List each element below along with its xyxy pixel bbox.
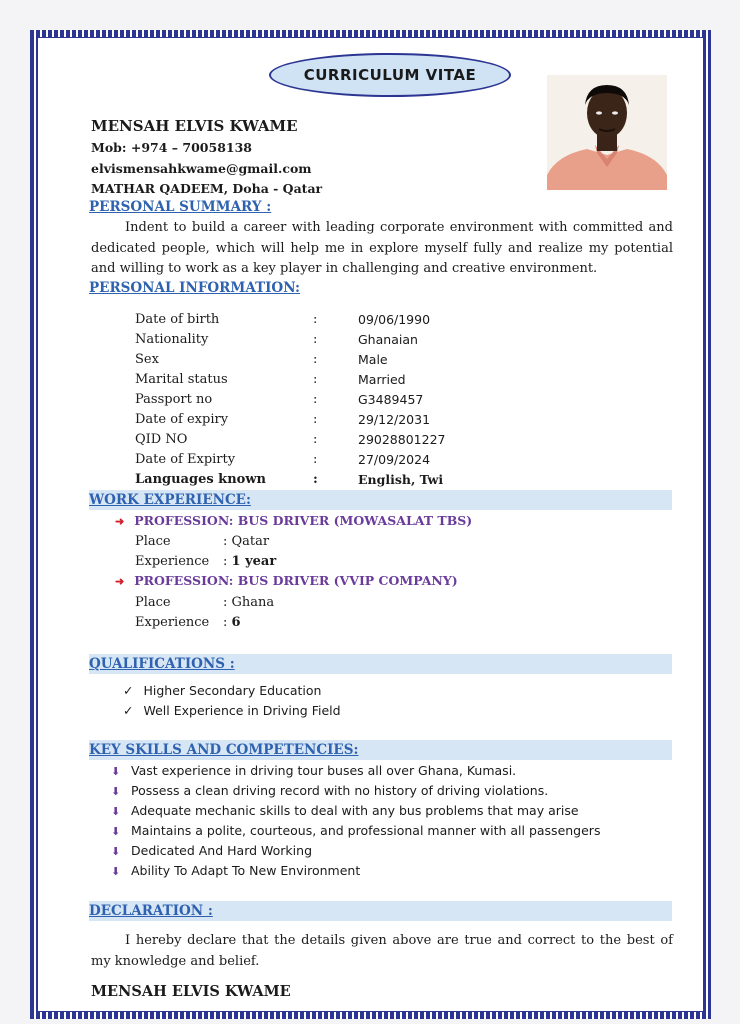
section-key-skills: KEY SKILLS AND COMPETENCIES: <box>89 740 672 760</box>
info-colon: : <box>313 392 318 407</box>
place-value: : Qatar <box>223 534 270 549</box>
place-value: : Ghana <box>223 595 275 610</box>
skill-item <box>111 841 312 861</box>
experience-label: Experience <box>135 554 210 569</box>
person-photo-icon <box>547 75 667 190</box>
profession-title: PROFESSION: BUS DRIVER (MOWASALAT TBS) <box>134 513 473 528</box>
declaration-text: I hereby declare that the details given above are true and correct to the best of my knowledge and belief. <box>91 933 673 969</box>
skill-item <box>111 861 360 881</box>
section-qualifications: QUALIFICATIONS : <box>89 654 672 674</box>
experience-value-wrap <box>223 552 276 572</box>
check-icon: ✓ <box>123 683 134 698</box>
cv-title: CURRICULUM VITAE <box>269 53 511 97</box>
qualification-item <box>123 681 321 701</box>
info-colon: : <box>313 312 318 327</box>
signature-name: MENSAH ELVIS KWAME <box>91 983 291 1000</box>
skill-item <box>111 801 579 821</box>
info-row-marital-status <box>135 370 535 390</box>
info-value: 27/09/2024 <box>358 452 431 467</box>
skill-text: Vast experience in driving tour buses all over Ghana, Kumasi. <box>131 763 517 778</box>
qualification-text: Higher Secondary Education <box>143 683 322 698</box>
section-work-experience: WORK EXPERIENCE: <box>89 490 672 510</box>
mobile-number: Mob: +974 – 70058138 <box>91 140 252 155</box>
info-label: Date of expiry <box>135 412 229 427</box>
experience-prefix: : <box>223 554 232 569</box>
info-row-sex <box>135 350 535 370</box>
place-label: Place <box>135 595 171 610</box>
info-label: QID NO <box>135 432 188 447</box>
skill-text: Maintains a polite, courteous, and professional manner with all passengers <box>131 823 601 838</box>
info-colon: : <box>313 432 318 447</box>
arrow-bullet-icon: ⬇ <box>111 865 121 878</box>
arrow-bullet-icon: ⬇ <box>111 765 121 778</box>
info-value: Ghanaian <box>358 332 418 347</box>
info-value: 09/06/1990 <box>358 312 431 327</box>
info-label: Sex <box>135 352 159 367</box>
info-colon: : <box>313 452 318 467</box>
skill-text: Possess a clean driving record with no history of driving violations. <box>131 783 549 798</box>
arrow-bullet-icon: ⬇ <box>111 785 121 798</box>
info-value: Male <box>358 352 388 367</box>
experience-value-wrap <box>223 613 241 633</box>
arrow-bullet-icon: ⬇ <box>111 845 121 858</box>
info-row-dob <box>135 310 535 330</box>
profession-title: PROFESSION: BUS DRIVER (VVIP COMPANY) <box>134 573 458 588</box>
section-declaration: DECLARATION : <box>89 901 672 921</box>
skill-text: Adequate mechanic skills to deal with any bus problems that may arise <box>131 803 579 818</box>
candidate-name: MENSAH ELVIS KWAME <box>91 117 298 135</box>
info-colon: : <box>313 352 318 367</box>
work-profession-2 <box>115 571 458 591</box>
work-profession-1 <box>115 511 472 531</box>
summary-text: Indent to build a career with leading corporate environment with committed and dedicated people, which will help me in explore myself fully and realize my potential and willing to work as a key player in challenging and creative environment. <box>91 220 673 276</box>
qualification-text: Well Experience in Driving Field <box>143 703 341 718</box>
qualification-item <box>123 701 341 721</box>
info-value: Married <box>358 372 406 387</box>
home-address: MATHAR QADEEM, Doha - Qatar <box>91 181 323 196</box>
info-colon: : <box>313 332 318 347</box>
info-colon: : <box>313 412 318 427</box>
skill-text: Ability To Adapt To New Environment <box>131 863 361 878</box>
skill-item <box>111 821 600 841</box>
info-value: 29028801227 <box>358 432 446 447</box>
info-row-passport <box>135 390 535 410</box>
arrow-right-icon: ➜ <box>115 515 125 528</box>
place-label: Place <box>135 534 171 549</box>
arrow-bullet-icon: ⬇ <box>111 825 121 838</box>
info-label: Nationality <box>135 332 209 347</box>
check-icon: ✓ <box>123 703 134 718</box>
profile-photo <box>547 75 667 190</box>
info-value: English, Twi <box>358 472 444 487</box>
info-row-qid <box>135 430 535 450</box>
info-colon: : <box>313 472 318 487</box>
info-label: Languages known <box>135 472 266 487</box>
info-row-passport-expiry <box>135 410 535 430</box>
info-label: Passport no <box>135 392 213 407</box>
experience-value: 1 year <box>231 554 277 569</box>
arrow-right-icon: ➜ <box>115 575 125 588</box>
skill-item <box>111 761 516 781</box>
skill-text: Dedicated And Hard Working <box>131 843 313 858</box>
info-value: G3489457 <box>358 392 424 407</box>
info-row-nationality <box>135 330 535 350</box>
info-label: Date of Expirty <box>135 452 236 467</box>
info-value: 29/12/2031 <box>358 412 431 427</box>
info-colon: : <box>313 372 318 387</box>
info-label: Marital status <box>135 372 228 387</box>
experience-label: Experience <box>135 615 210 630</box>
info-row-qid-expiry <box>135 450 535 470</box>
email-address: elvismensahkwame@gmail.com <box>91 161 312 176</box>
info-label: Date of birth <box>135 312 220 327</box>
skill-item <box>111 781 548 801</box>
section-personal-information: PERSONAL INFORMATION: <box>89 280 301 296</box>
experience-prefix: : <box>223 615 232 630</box>
experience-value: 6 <box>231 615 241 630</box>
cv-page <box>30 30 711 1019</box>
arrow-bullet-icon: ⬇ <box>111 805 121 818</box>
info-row-languages <box>135 470 535 490</box>
section-personal-summary: PERSONAL SUMMARY : <box>89 199 272 215</box>
